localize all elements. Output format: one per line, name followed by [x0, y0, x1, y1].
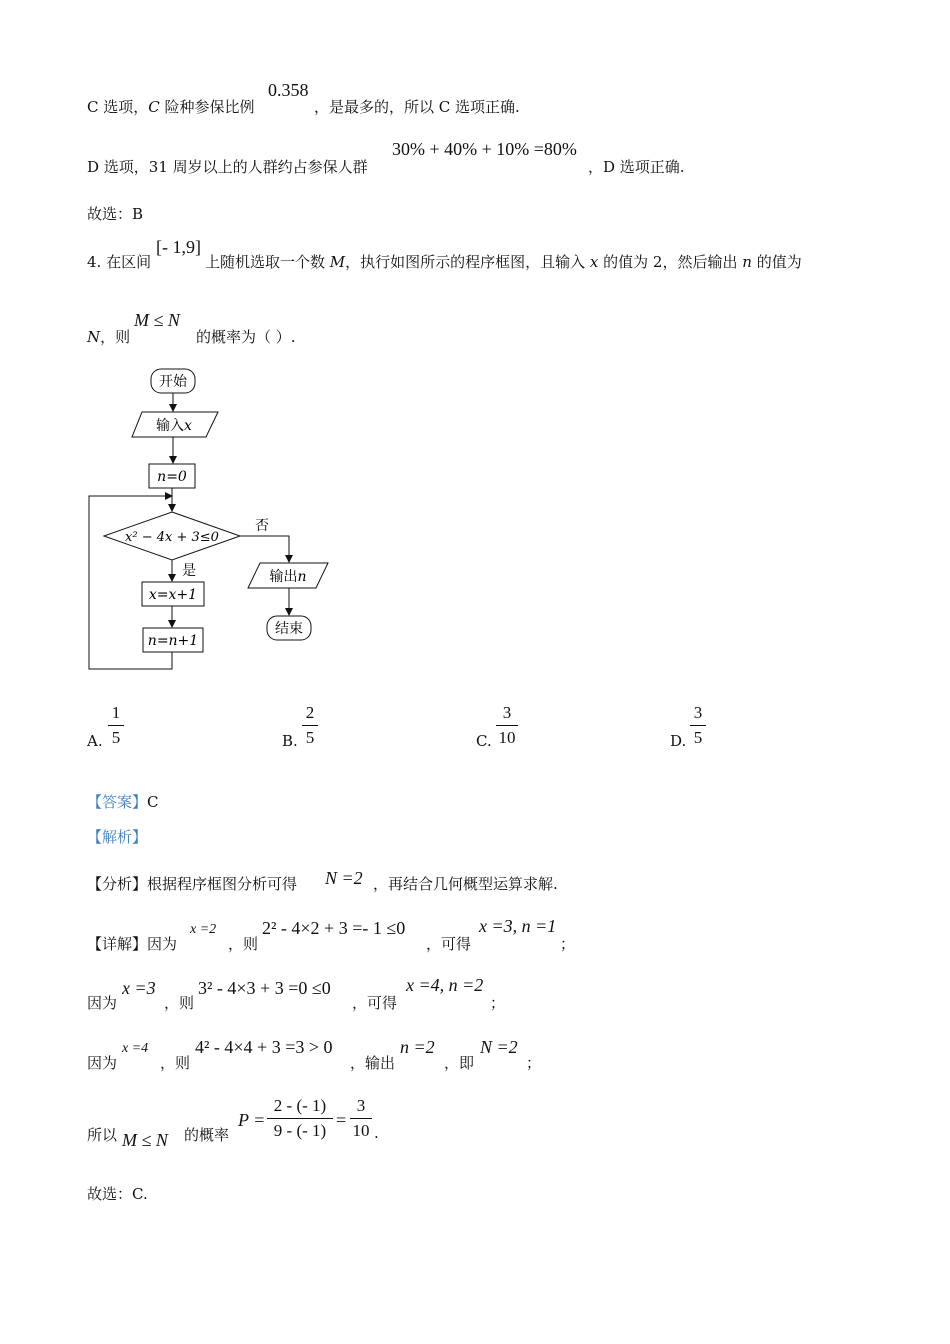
- flow-step2-label: n=n+1: [147, 633, 199, 649]
- l4-b: 的概率: [184, 1126, 230, 1144]
- option-c-label: C.: [476, 732, 492, 750]
- l2-x: x =3: [122, 978, 156, 998]
- option-c-fraction: 3 10: [496, 703, 518, 748]
- l3-b: ，则: [160, 1054, 191, 1072]
- l3-c: ，输出: [350, 1054, 396, 1072]
- option-a-fraction: 1 5: [108, 703, 124, 748]
- xiangjie-line-1: 【详解】因为: [87, 935, 178, 953]
- option-b-label: B.: [282, 732, 298, 750]
- l3-end: ；: [526, 1054, 542, 1072]
- flow-init-label: n=0: [157, 469, 187, 485]
- l2-expr: 3² - 4×3 + 3 =0 ≤0: [198, 978, 331, 998]
- l1-end: ；: [560, 935, 576, 953]
- final-answer: 故选：C.: [87, 1185, 148, 1203]
- option-a-label: A.: [87, 732, 103, 750]
- prev-c-value: 0.358: [268, 80, 309, 100]
- flow-condition-label: x² − 4x + 3≤0: [125, 530, 219, 545]
- fenxi-expr: N =2: [325, 868, 363, 888]
- question-line-2: N，则: [87, 328, 131, 346]
- option-d-label: D.: [670, 732, 687, 750]
- question-line-1-rest: 上随机选取一个数 M，执行如图所示的程序框图，且输入 x 的值为 2，然后输出 n 的值为: [205, 253, 802, 271]
- flow-output-label: 输出n: [269, 569, 307, 585]
- l3-expr: 4² - 4×4 + 3 =3 > 0: [195, 1037, 333, 1057]
- l3-N: N =2: [480, 1037, 518, 1057]
- l1-c: ，可得: [426, 935, 472, 953]
- flow-no-line: [240, 536, 289, 562]
- prev-c-line: C 选项，C 险种参保比例: [87, 98, 255, 116]
- flowchart: [80, 362, 340, 682]
- flow-yes-label: 是: [182, 563, 196, 579]
- l1-b: ，则: [228, 935, 259, 953]
- answer-line: 【答案】C: [87, 793, 159, 811]
- flow-start-label: 开始: [159, 374, 187, 390]
- flow-input-label: 输入x: [156, 418, 192, 434]
- l4-a: 所以: [87, 1126, 118, 1144]
- prev-d-expr: 30% + 40% + 10% =80%: [392, 139, 577, 159]
- flow-no-label: 否: [255, 518, 269, 534]
- l1-res: x =3, n =1: [479, 916, 557, 936]
- analysis-tag: 【解析】: [87, 828, 148, 846]
- option-b-fraction: 2 5: [302, 703, 318, 748]
- l4-P: P =: [238, 1110, 266, 1130]
- l2-end: ；: [490, 994, 506, 1012]
- prev-d-line-post: ，D 选项正确.: [588, 158, 685, 176]
- flow-step1-label: x=x+1: [148, 587, 198, 603]
- prev-c-line-post: ，是最多的，所以 C 选项正确.: [314, 98, 520, 116]
- question-condition: M ≤ N: [134, 310, 180, 330]
- question-line-1: 4. 在区间: [87, 253, 152, 271]
- l4-fraction: 2 - (- 1) 9 - (- 1): [267, 1096, 333, 1141]
- flow-end-label: 结束: [275, 621, 303, 637]
- l2-res: x =4, n =2: [406, 975, 484, 995]
- l3-a: 因为: [87, 1054, 118, 1072]
- l4-cond: M ≤ N: [122, 1130, 168, 1150]
- l1-expr: 2² - 4×2 + 3 =- 1 ≤0: [262, 918, 406, 938]
- l4-result-fraction: 3 10: [350, 1096, 372, 1141]
- l3-n: n =2: [400, 1037, 435, 1057]
- l4-end: .: [374, 1124, 379, 1142]
- fenxi-post: ，再结合几何概型运算求解.: [373, 875, 558, 893]
- prev-d-line: D 选项，31 周岁以上的人群约占参保人群: [87, 158, 368, 176]
- l2-a: 因为: [87, 994, 118, 1012]
- l3-x: x =4: [122, 1041, 149, 1056]
- option-d-fraction: 3 5: [690, 703, 706, 748]
- l2-c: ，可得: [352, 994, 398, 1012]
- l1-x: x =2: [190, 922, 217, 937]
- l3-d: ，即: [444, 1054, 475, 1072]
- l2-b: ，则: [164, 994, 195, 1012]
- prev-answer: 故选：B: [87, 205, 144, 223]
- question-interval: [- 1,9]: [156, 237, 201, 257]
- fenxi-line: 【分析】根据程序框图分析可得: [87, 875, 298, 893]
- l4-eq: =: [336, 1110, 347, 1130]
- question-line-2-rest: 的概率为（ ）.: [196, 328, 296, 346]
